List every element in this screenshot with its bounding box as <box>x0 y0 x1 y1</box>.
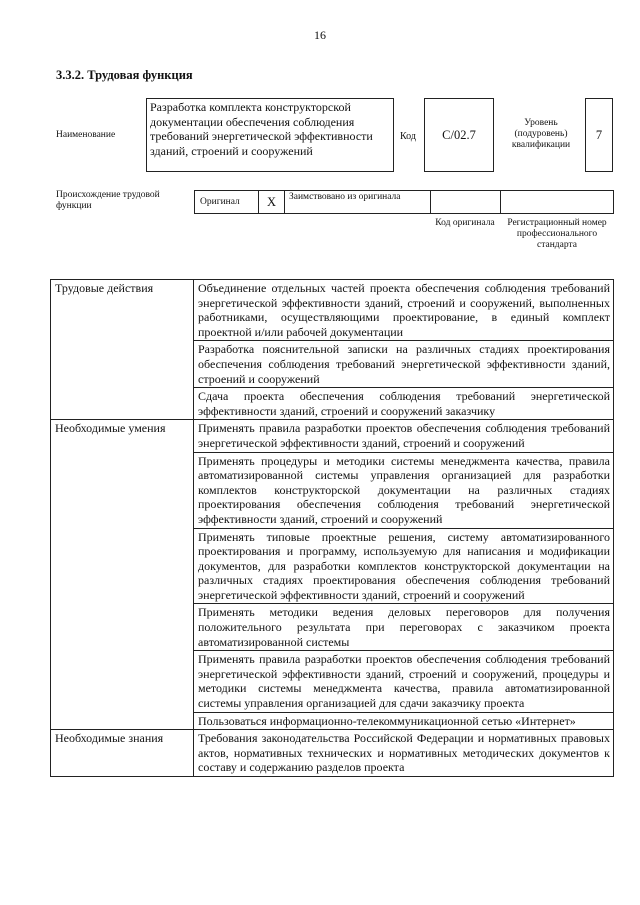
original-label: Оригинал <box>195 191 259 213</box>
table-cell: Требования законодательства Российской Федерации и нормативных правовых актов, нормативных технических и нормативных методических документов к составу и содержанию разделов проекта <box>194 730 614 777</box>
table-row <box>51 730 614 777</box>
origin-code-cell <box>431 191 501 213</box>
reg-caption: Регистрационный номер профессионального стандарта <box>507 218 607 250</box>
table-cell: Объединение отдельных частей проекта обеспечения соблюдения требований энергетической эффективности зданий, строений и сооружений, выполненных работниками, осуществляющими проектирование, в единый комплект проектной и/или рабочей документации <box>194 280 614 341</box>
section-title: 3.3.2. Трудовая функция <box>56 68 193 82</box>
table-cell: Разработка пояснительной записки на различных стадиях проектирования обеспечения соблюдения требований энергетической эффективности зданий, строений и сооружений <box>194 341 614 388</box>
table-cell: Применять правила разработки проектов обеспечения соблюдения требований энергетической эффективности зданий, строений и сооружений <box>194 420 614 452</box>
code-box: С/02.7 <box>424 98 494 172</box>
name-label: Наименование <box>56 130 116 140</box>
row-label: Трудовые действия <box>51 280 194 420</box>
row-label: Необходимые умения <box>51 420 194 730</box>
table-cell: Применять типовые проектные решения, систему автоматизированного проектирования и программу, используемую для написания и модификации документов, для разработки комплектов конструкторской документации на различных стадиях проектирования обеспечения соблюдения требований энергетической эффективности зданий, строений и сооружений <box>194 528 614 604</box>
level-box: 7 <box>585 98 613 172</box>
table-row <box>51 420 614 452</box>
table-row <box>51 280 614 341</box>
level-label: Уровень (подуровень) квалификации <box>511 118 571 150</box>
table-cell: Пользоваться информационно-телекоммуникационной сетью «Интернет» <box>194 712 614 730</box>
table-cell: Применять методики ведения деловых переговоров для получения положительного результата при переговорах с заказчиком проекта автоматизированной системы <box>194 604 614 651</box>
code-caption: Код оригинала <box>435 218 495 228</box>
origin-reg-cell <box>501 191 613 213</box>
borrowed-label: Заимствовано из оригинала <box>285 191 431 213</box>
origin-label: Происхождение трудовой функции <box>56 190 160 211</box>
function-table <box>50 279 614 777</box>
table-cell: Применять правила разработки проектов обеспечения соблюдения требований энергетической эффективности зданий, строений и сооружений, процедуры и методики системы менеджмента качества, правила автоматизированной системы управления организацией для сдачи заказчику проекта <box>194 651 614 712</box>
page-number: 16 <box>314 28 326 42</box>
table-cell: Применять процедуры и методики системы менеджмента качества, правила автоматизированной системы управления организацией для разработки комплектов конструкторской документации на различных стадиях проектирования обеспечения соблюдения требований энергетической эффективности зданий, строений и сооружений <box>194 452 614 528</box>
code-label: Код <box>400 131 416 142</box>
function-name-box: Разработка комплекта конструкторской документации обеспечения соблюдения требований энергетической эффективности зданий, строений и сооружений <box>146 98 394 172</box>
row-label: Необходимые знания <box>51 730 194 777</box>
table-cell: Сдача проекта обеспечения соблюдения требований энергетической эффективности зданий, строений и сооружений заказчику <box>194 388 614 420</box>
original-mark: X <box>259 191 285 213</box>
origin-row <box>194 190 614 214</box>
